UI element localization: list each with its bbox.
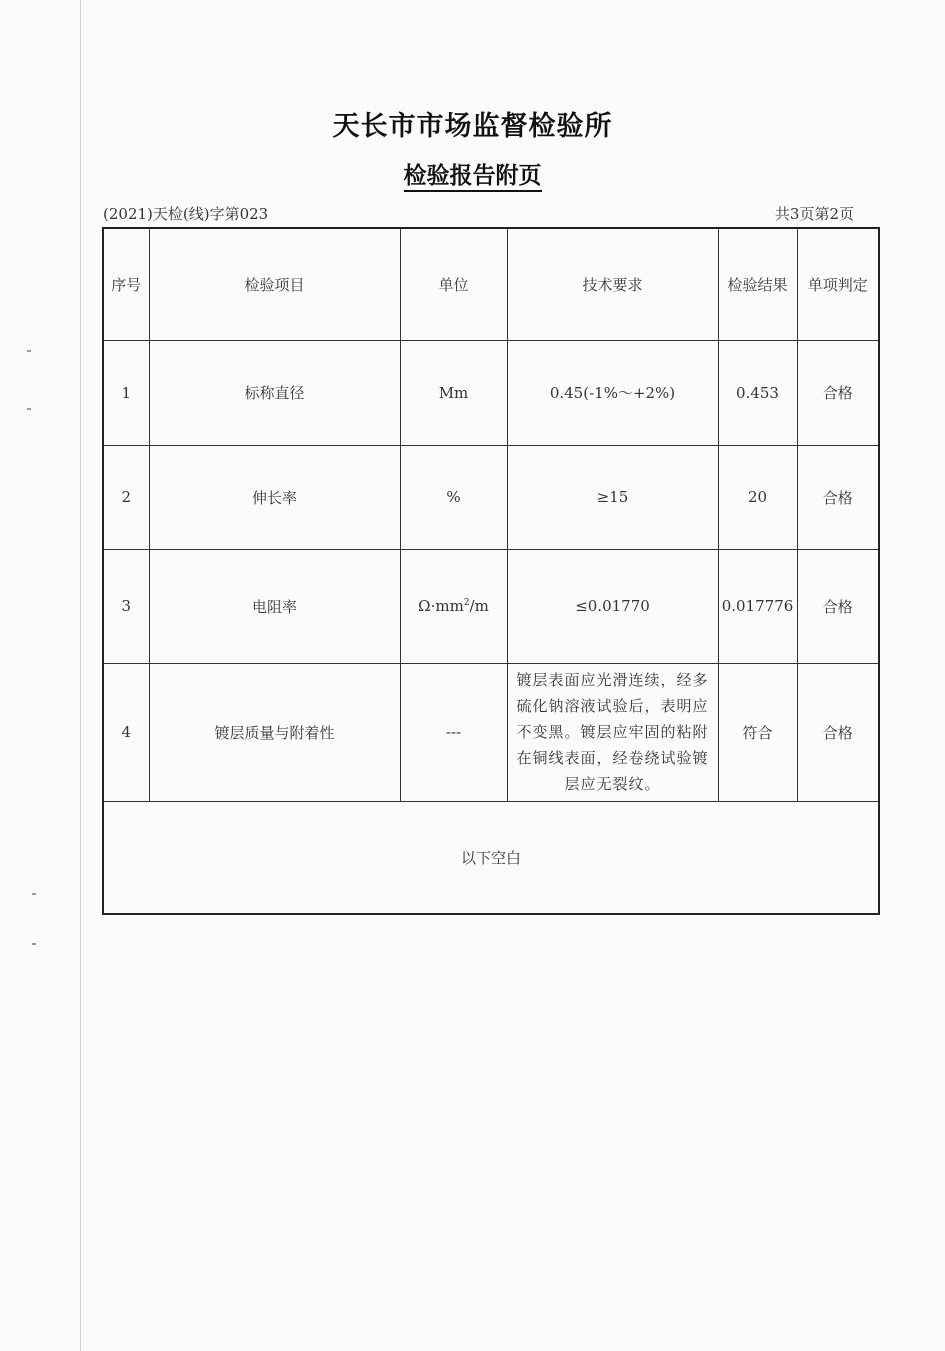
cell-result: 0.453 [718, 340, 797, 445]
cell-no: 4 [103, 663, 149, 801]
unit-superscript: 2 [463, 598, 470, 608]
cell-result: 20 [718, 445, 797, 549]
col-header-result: 检验结果 [718, 228, 797, 340]
col-header-item: 检验项目 [149, 228, 400, 340]
table-header-row [103, 228, 879, 340]
unit-main: Ω·mm [418, 597, 464, 615]
scan-mark [32, 943, 36, 945]
cell-verdict: 合格 [797, 445, 879, 549]
cell-result: 符合 [718, 663, 797, 801]
col-header-unit: 单位 [400, 228, 507, 340]
cell-verdict: 合格 [797, 549, 879, 663]
table-footer-row [103, 801, 879, 914]
cell-no: 3 [103, 549, 149, 663]
cell-unit: Mm [400, 340, 507, 445]
cell-requirement: ≥15 [507, 445, 718, 549]
unit-tail: /m [469, 597, 489, 615]
cell-unit [400, 549, 507, 663]
col-header-verdict: 单项判定 [797, 228, 879, 340]
scan-mark [27, 408, 31, 410]
table-row [103, 445, 879, 549]
table-row [103, 340, 879, 445]
scan-edge-line [80, 0, 81, 1351]
inspection-table [102, 227, 880, 915]
blank-below-note: 以下空白 [103, 801, 879, 914]
cell-no: 2 [103, 445, 149, 549]
cell-verdict: 合格 [797, 663, 879, 801]
scan-mark [32, 893, 36, 895]
cell-item: 伸长率 [149, 445, 400, 549]
page-subtitle [0, 157, 945, 190]
report-number: (2021)天检(线)字第023 [103, 205, 269, 223]
cell-unit: --- [400, 663, 507, 801]
cell-item: 镀层质量与附着性 [149, 663, 400, 801]
cell-unit: % [400, 445, 507, 549]
scan-mark [27, 350, 31, 352]
cell-no: 1 [103, 340, 149, 445]
cell-result: 0.017776 [718, 549, 797, 663]
table-row [103, 549, 879, 663]
table-row [103, 663, 879, 801]
col-header-requirement: 技术要求 [507, 228, 718, 340]
cell-requirement: 镀层表面应光滑连续，经多硫化钠溶液试验后，表明应不变黑。镀层应牢固的粘附在铜线表面，经卷绕试验镀层应无裂纹。 [507, 663, 718, 801]
cell-verdict: 合格 [797, 340, 879, 445]
page-title: 天长市市场监督检验所 [332, 111, 613, 142]
cell-item: 电阻率 [149, 549, 400, 663]
page-number: 共3页第2页 [774, 205, 854, 223]
cell-requirement: 0.45(-1%～+2%) [507, 340, 718, 445]
cell-item: 标称直径 [149, 340, 400, 445]
cell-requirement: ≤0.01770 [507, 549, 718, 663]
col-header-no: 序号 [103, 228, 149, 340]
subtitle-text: 检验报告附页 [404, 163, 542, 192]
